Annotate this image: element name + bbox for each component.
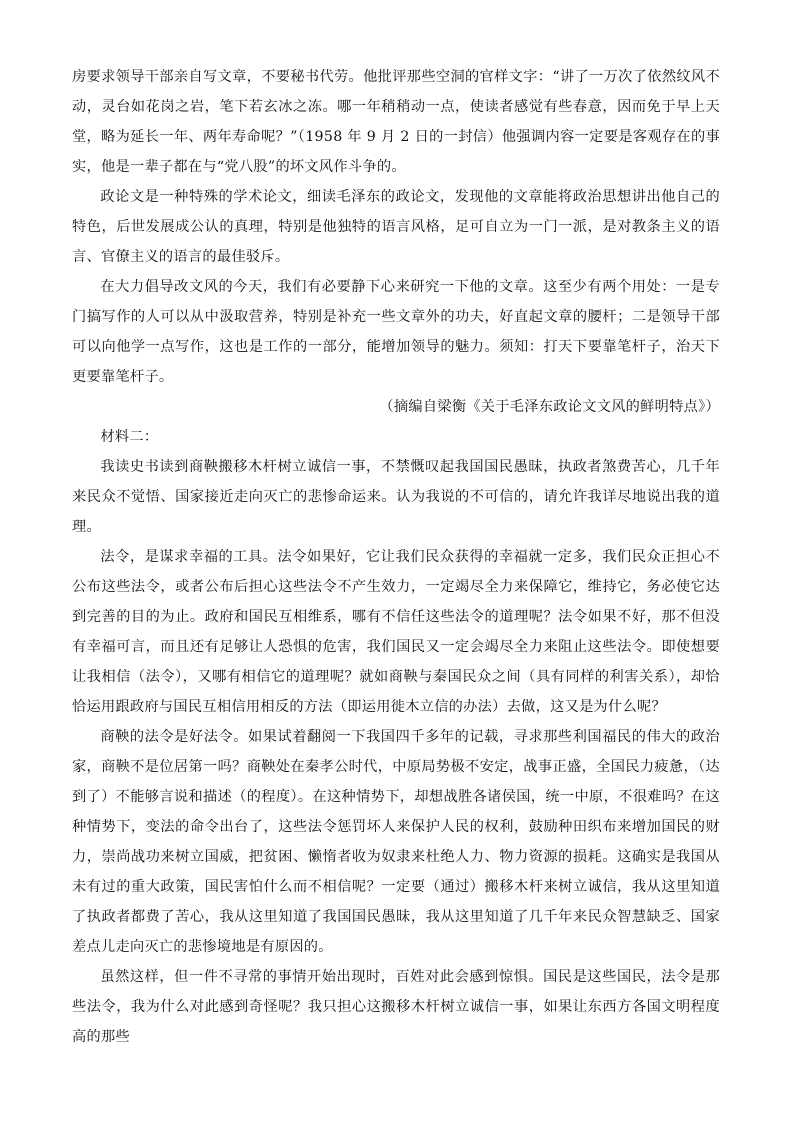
- paragraph-conclusion: 虽然这样，但一件不寻常的事情开始出现时，百姓对此会感到惊惧。国民是这些国民，法令是那些法令，我为什么对此感到奇怪呢？我只担心这搬移木杆树立诚信一事，如果让东西方各国文明程度高的那些: [72, 969, 720, 1045]
- paragraph-writing-style: 在大力倡导改文风的今天，我们有必要静下心来研究一下他的文章。这至少有两个用处：一是专门搞写作的人可以从中汲取营养，特别是补充一些文章外的功夫，好直起文章的腰杆；二是领导干部可以向他学一点写作，这也是工作的一部分，能增加领导的魅力。须知：打天下要靠笔杆子，治天下更要靠笔杆子。: [72, 279, 720, 385]
- source-citation: （摘编自梁衡《关于毛泽东政论文文风的鲜明特点》）: [379, 399, 720, 415]
- document-page: [72, 62, 720, 1052]
- paragraph-shang-yang-law: 商鞅的法令是好法令。如果试着翻阅一下我国四千多年的记载，寻求那些利国福民的伟大的政治家，商鞅不是位居第一吗？商鞅处在秦孝公时代，中原局势极不安定，战事正盛，全国民力疲惫，（达到了）不能够言说和描述（的程度）。在这种情势下，却想战胜各诸侯国，统一中原，不很难吗？在这种情势下，变法的命令出台了，这些法令惩罚坏人来保护人民的权利，鼓励种田织布来增加国民的财力，崇尚战功来树立国威，把贫困、懒惰者收为奴隶来杜绝人力、物力资源的损耗。这确实是我国从未有过的重大政策，国民害怕什么而不相信呢？一定要（通过）搬移木杆来树立诚信，我从这里知道了执政者都费了苦心，我从这里知道了我国国民愚昧，我从这里知道了几千年来民众智慧缺乏、国家差点儿走向灭亡的悲惨境地是有原因的。: [72, 729, 720, 955]
- section-label-material-two: 材料二：: [100, 429, 159, 445]
- paragraph-continuation: 房要求领导干部亲自写文章，不要秘书代劳。他批评那些空洞的官样文字：“讲了一万次了依然纹风不动，灵台如花岗之岩，笔下若玄冰之冻。哪一年稍稍动一点，使读者感觉有些春意，因而免于早上天堂，略为延长一年、两年寿命呢？”（1958 年 9 月 2 日的一封信）他强调内容一定要是客观存在的事实，他是一辈子都在与“党八股”的坏文风作斗争的。: [72, 69, 720, 175]
- paragraph-shang-yang-intro: 我读史书读到商鞅搬移木杆树立诚信一事，不禁慨叹起我国国民愚昧，执政者煞费苦心，几千年来民众不觉悟、国家接近走向灭亡的悲惨命运来。认为我说的不可信的，请允许我详尽地说出我的道理。: [72, 459, 720, 535]
- paragraph-political-essay: 政论文是一种特殊的学术论文，细读毛泽东的政论文，发现他的文章能将政治思想讲出他自己的特色，后世发展成公认的真理，特别是他独特的语言风格，足可自立为一门一派，是对教条主义的语言、官僚主义的语言的最佳驳斥。: [72, 189, 720, 265]
- paragraph-law-as-tool: 法令，是谋求幸福的工具。法令如果好，它让我们民众获得的幸福就一定多，我们民众正担心不公布这些法令，或者公布后担心这些法令不产生效力，一定竭尽全力来保障它，维持它，务必使它达到完善的目的为止。政府和国民互相维系，哪有不信任这些法令的道理呢？法令如果不好，那不但没有幸福可言，而且还有足够让人恐惧的危害，我们国民又一定会竭尽全力来阻止这些法令。即使想要让我相信（法令），又哪有相信它的道理呢？就如商鞅与秦国民众之间（具有同样的利害关系），却恰恰运用跟政府与国民互相信用相反的方法（即运用徙木立信的办法）去做，这又是为什么呢？: [72, 549, 720, 715]
